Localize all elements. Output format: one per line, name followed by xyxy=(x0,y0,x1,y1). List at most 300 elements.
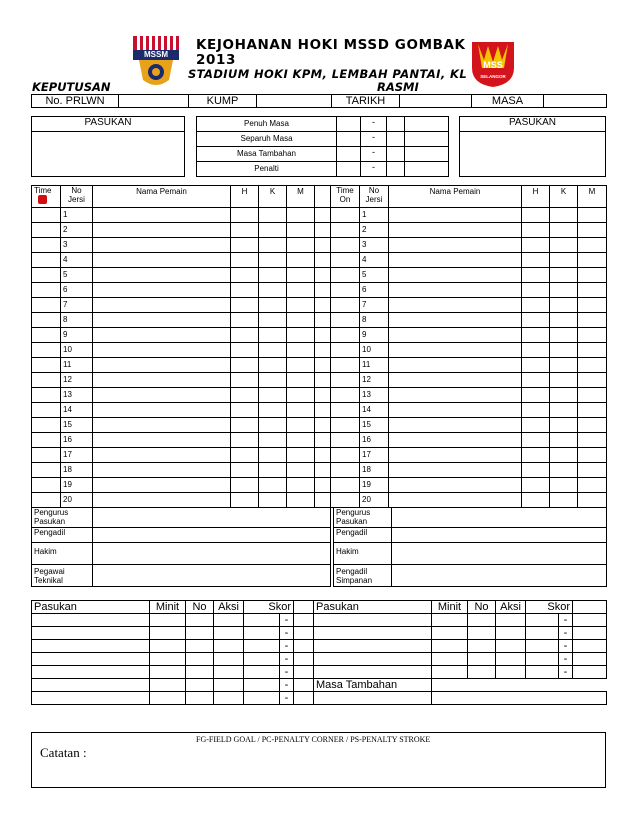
player-time-on-right[interactable] xyxy=(331,433,360,448)
player-time-on-right[interactable] xyxy=(331,478,360,493)
score-right-penalty[interactable] xyxy=(405,162,449,177)
player-name-left[interactable] xyxy=(93,313,231,328)
player-time-on-right[interactable] xyxy=(331,208,360,223)
player-h-right[interactable] xyxy=(522,448,550,463)
player-h-right[interactable] xyxy=(522,268,550,283)
player-time-on-right[interactable] xyxy=(331,373,360,388)
player-name-right[interactable] xyxy=(389,328,522,343)
player-m-left[interactable] xyxy=(287,493,315,508)
player-name-right[interactable] xyxy=(389,433,522,448)
player-m-right[interactable] xyxy=(578,313,607,328)
player-k-right[interactable] xyxy=(550,358,578,373)
player-k-left[interactable] xyxy=(259,343,287,358)
player-name-left[interactable] xyxy=(93,433,231,448)
player-k-left[interactable] xyxy=(259,388,287,403)
player-time-on-right[interactable] xyxy=(331,388,360,403)
player-h-right[interactable] xyxy=(522,328,550,343)
player-h-left[interactable] xyxy=(231,328,259,343)
score-minit-left[interactable] xyxy=(150,627,186,640)
score-pasukan-left[interactable] xyxy=(32,692,150,705)
player-k-right[interactable] xyxy=(550,403,578,418)
player-name-right[interactable] xyxy=(389,388,522,403)
score-left-full[interactable] xyxy=(337,117,361,132)
player-h-right[interactable] xyxy=(522,463,550,478)
score-right-extra[interactable] xyxy=(405,147,449,162)
player-m-right[interactable] xyxy=(578,223,607,238)
player-h-left[interactable] xyxy=(231,478,259,493)
official-right-manager-field[interactable] xyxy=(392,508,607,528)
player-m-right[interactable] xyxy=(578,343,607,358)
player-h-left[interactable] xyxy=(231,208,259,223)
no-prlwn-field[interactable] xyxy=(119,95,189,108)
score-pasukan-right[interactable] xyxy=(314,640,432,653)
score-minit-right[interactable] xyxy=(432,614,468,627)
player-h-right[interactable] xyxy=(522,433,550,448)
player-name-right[interactable] xyxy=(389,283,522,298)
player-name-right[interactable] xyxy=(389,448,522,463)
player-m-left[interactable] xyxy=(287,418,315,433)
player-k-right[interactable] xyxy=(550,463,578,478)
score-skor-left-a[interactable] xyxy=(244,679,280,692)
player-k-right[interactable] xyxy=(550,343,578,358)
score-skor-right-b[interactable] xyxy=(573,653,607,666)
player-k-right[interactable] xyxy=(550,418,578,433)
player-m-right[interactable] xyxy=(578,373,607,388)
score-mid-half[interactable] xyxy=(387,132,405,147)
player-time-left[interactable] xyxy=(32,208,61,223)
player-time-on-right[interactable] xyxy=(331,358,360,373)
player-time-on-right[interactable] xyxy=(331,268,360,283)
player-k-right[interactable] xyxy=(550,283,578,298)
player-h-right[interactable] xyxy=(522,358,550,373)
player-m-left[interactable] xyxy=(287,223,315,238)
score-skor-right-b[interactable] xyxy=(573,640,607,653)
score-skor-right-b[interactable] xyxy=(573,614,607,627)
player-time-left[interactable] xyxy=(32,268,61,283)
player-h-left[interactable] xyxy=(231,268,259,283)
player-m-left[interactable] xyxy=(287,298,315,313)
player-m-right[interactable] xyxy=(578,388,607,403)
player-time-left[interactable] xyxy=(32,448,61,463)
player-time-on-right[interactable] xyxy=(331,328,360,343)
score-aksi-left[interactable] xyxy=(214,679,244,692)
player-m-left[interactable] xyxy=(287,433,315,448)
player-k-left[interactable] xyxy=(259,283,287,298)
player-k-left[interactable] xyxy=(259,478,287,493)
score-pasukan-right[interactable] xyxy=(314,666,432,679)
score-left-half[interactable] xyxy=(337,132,361,147)
player-time-on-right[interactable] xyxy=(331,493,360,508)
player-k-left[interactable] xyxy=(259,298,287,313)
player-h-left[interactable] xyxy=(231,433,259,448)
player-name-left[interactable] xyxy=(93,373,231,388)
player-m-left[interactable] xyxy=(287,313,315,328)
player-h-right[interactable] xyxy=(522,238,550,253)
player-m-right[interactable] xyxy=(578,418,607,433)
player-h-left[interactable] xyxy=(231,373,259,388)
score-pasukan-left[interactable] xyxy=(32,653,150,666)
player-m-left[interactable] xyxy=(287,448,315,463)
score-skor-left-a[interactable] xyxy=(244,640,280,653)
score-skor-left-b[interactable] xyxy=(294,614,314,627)
score-right-half[interactable] xyxy=(405,132,449,147)
player-k-left[interactable] xyxy=(259,373,287,388)
player-m-right[interactable] xyxy=(578,478,607,493)
player-m-left[interactable] xyxy=(287,283,315,298)
player-k-left[interactable] xyxy=(259,418,287,433)
score-minit-left[interactable] xyxy=(150,679,186,692)
player-k-right[interactable] xyxy=(550,313,578,328)
player-m-right[interactable] xyxy=(578,358,607,373)
official-left-judge-field[interactable] xyxy=(93,543,331,565)
score-aksi-left[interactable] xyxy=(214,627,244,640)
player-time-left[interactable] xyxy=(32,313,61,328)
player-time-on-right[interactable] xyxy=(331,313,360,328)
player-time-left[interactable] xyxy=(32,343,61,358)
score-skor-right-a[interactable] xyxy=(526,640,559,653)
player-k-left[interactable] xyxy=(259,493,287,508)
player-m-right[interactable] xyxy=(578,208,607,223)
player-m-left[interactable] xyxy=(287,343,315,358)
player-name-left[interactable] xyxy=(93,388,231,403)
score-minit-right[interactable] xyxy=(432,640,468,653)
player-m-left[interactable] xyxy=(287,373,315,388)
score-no-left[interactable] xyxy=(186,692,214,705)
official-left-manager-field[interactable] xyxy=(93,508,331,528)
player-time-on-right[interactable] xyxy=(331,463,360,478)
player-m-left[interactable] xyxy=(287,208,315,223)
player-h-left[interactable] xyxy=(231,493,259,508)
score-aksi-right[interactable] xyxy=(496,666,526,679)
score-mid-penalty[interactable] xyxy=(387,162,405,177)
score-no-right[interactable] xyxy=(468,666,496,679)
player-m-right[interactable] xyxy=(578,493,607,508)
player-m-right[interactable] xyxy=(578,253,607,268)
player-h-right[interactable] xyxy=(522,373,550,388)
player-name-left[interactable] xyxy=(93,343,231,358)
player-name-right[interactable] xyxy=(389,253,522,268)
score-pasukan-left[interactable] xyxy=(32,679,150,692)
official-right-reserve-field[interactable] xyxy=(392,565,607,587)
player-k-left[interactable] xyxy=(259,208,287,223)
player-name-right[interactable] xyxy=(389,343,522,358)
player-m-right[interactable] xyxy=(578,403,607,418)
player-time-left[interactable] xyxy=(32,463,61,478)
player-name-right[interactable] xyxy=(389,223,522,238)
player-time-on-right[interactable] xyxy=(331,418,360,433)
player-h-left[interactable] xyxy=(231,448,259,463)
score-pasukan-right[interactable] xyxy=(314,627,432,640)
player-m-right[interactable] xyxy=(578,268,607,283)
player-h-right[interactable] xyxy=(522,493,550,508)
player-h-left[interactable] xyxy=(231,253,259,268)
player-m-right[interactable] xyxy=(578,298,607,313)
score-skor-right-b[interactable] xyxy=(573,666,607,679)
player-m-right[interactable] xyxy=(578,463,607,478)
score-no-right[interactable] xyxy=(468,627,496,640)
player-name-right[interactable] xyxy=(389,373,522,388)
score-skor-left-a[interactable] xyxy=(244,666,280,679)
score-aksi-left[interactable] xyxy=(214,653,244,666)
player-name-left[interactable] xyxy=(93,268,231,283)
player-time-on-right[interactable] xyxy=(331,223,360,238)
player-h-right[interactable] xyxy=(522,223,550,238)
player-k-right[interactable] xyxy=(550,433,578,448)
player-k-left[interactable] xyxy=(259,268,287,283)
player-name-right[interactable] xyxy=(389,493,522,508)
score-no-right[interactable] xyxy=(468,640,496,653)
player-m-left[interactable] xyxy=(287,268,315,283)
score-pasukan-left[interactable] xyxy=(32,627,150,640)
player-m-right[interactable] xyxy=(578,238,607,253)
player-time-left[interactable] xyxy=(32,283,61,298)
score-aksi-right[interactable] xyxy=(496,640,526,653)
player-m-left[interactable] xyxy=(287,238,315,253)
score-skor-right-b[interactable] xyxy=(573,627,607,640)
score-minit-left[interactable] xyxy=(150,614,186,627)
player-time-left[interactable] xyxy=(32,253,61,268)
score-minit-right[interactable] xyxy=(432,666,468,679)
score-right-full[interactable] xyxy=(405,117,449,132)
player-time-left[interactable] xyxy=(32,388,61,403)
player-h-right[interactable] xyxy=(522,253,550,268)
score-pasukan-right[interactable] xyxy=(314,614,432,627)
player-name-left[interactable] xyxy=(93,403,231,418)
player-name-left[interactable] xyxy=(93,298,231,313)
score-aksi-right[interactable] xyxy=(496,614,526,627)
player-name-left[interactable] xyxy=(93,418,231,433)
player-name-right[interactable] xyxy=(389,358,522,373)
score-minit-right[interactable] xyxy=(432,627,468,640)
player-k-right[interactable] xyxy=(550,238,578,253)
official-right-judge-field[interactable] xyxy=(392,543,607,565)
player-m-left[interactable] xyxy=(287,478,315,493)
player-k-left[interactable] xyxy=(259,448,287,463)
notes-box[interactable] xyxy=(31,732,606,788)
player-k-right[interactable] xyxy=(550,448,578,463)
player-h-left[interactable] xyxy=(231,238,259,253)
player-time-on-right[interactable] xyxy=(331,343,360,358)
player-k-left[interactable] xyxy=(259,433,287,448)
player-k-left[interactable] xyxy=(259,238,287,253)
player-name-left[interactable] xyxy=(93,478,231,493)
score-no-right[interactable] xyxy=(468,653,496,666)
player-h-left[interactable] xyxy=(231,343,259,358)
player-name-left[interactable] xyxy=(93,463,231,478)
score-pasukan-left[interactable] xyxy=(32,666,150,679)
player-name-left[interactable] xyxy=(93,358,231,373)
player-time-left[interactable] xyxy=(32,238,61,253)
player-m-left[interactable] xyxy=(287,328,315,343)
player-m-left[interactable] xyxy=(287,463,315,478)
player-time-on-right[interactable] xyxy=(331,403,360,418)
player-time-left[interactable] xyxy=(32,418,61,433)
player-h-right[interactable] xyxy=(522,208,550,223)
player-time-left[interactable] xyxy=(32,403,61,418)
score-minit-left[interactable] xyxy=(150,666,186,679)
player-name-right[interactable] xyxy=(389,238,522,253)
score-mid-full[interactable] xyxy=(387,117,405,132)
player-h-right[interactable] xyxy=(522,403,550,418)
player-name-left[interactable] xyxy=(93,223,231,238)
player-h-left[interactable] xyxy=(231,223,259,238)
player-h-left[interactable] xyxy=(231,418,259,433)
score-no-left[interactable] xyxy=(186,653,214,666)
player-h-left[interactable] xyxy=(231,463,259,478)
player-time-left[interactable] xyxy=(32,433,61,448)
player-h-left[interactable] xyxy=(231,283,259,298)
player-h-left[interactable] xyxy=(231,298,259,313)
player-k-right[interactable] xyxy=(550,478,578,493)
player-name-right[interactable] xyxy=(389,298,522,313)
player-name-right[interactable] xyxy=(389,403,522,418)
player-name-left[interactable] xyxy=(93,448,231,463)
score-pasukan-left[interactable] xyxy=(32,640,150,653)
score-skor-left-a[interactable] xyxy=(244,627,280,640)
score-minit-left[interactable] xyxy=(150,692,186,705)
score-skor-left-b[interactable] xyxy=(294,640,314,653)
score-skor-left-a[interactable] xyxy=(244,692,280,705)
score-aksi-left[interactable] xyxy=(214,614,244,627)
player-time-left[interactable] xyxy=(32,328,61,343)
masa-field[interactable] xyxy=(544,95,607,108)
player-h-right[interactable] xyxy=(522,418,550,433)
score-no-left[interactable] xyxy=(186,679,214,692)
player-time-left[interactable] xyxy=(32,223,61,238)
player-time-left[interactable] xyxy=(32,298,61,313)
score-skor-left-b[interactable] xyxy=(294,627,314,640)
player-h-right[interactable] xyxy=(522,313,550,328)
player-k-left[interactable] xyxy=(259,358,287,373)
player-time-on-right[interactable] xyxy=(331,253,360,268)
player-k-right[interactable] xyxy=(550,328,578,343)
player-time-on-right[interactable] xyxy=(331,283,360,298)
kump-field[interactable] xyxy=(257,95,332,108)
score-skor-left-b[interactable] xyxy=(294,666,314,679)
player-h-right[interactable] xyxy=(522,343,550,358)
player-h-left[interactable] xyxy=(231,403,259,418)
score-left-extra[interactable] xyxy=(337,147,361,162)
player-k-left[interactable] xyxy=(259,223,287,238)
score-skor-right-a[interactable] xyxy=(526,653,559,666)
score-minit-left[interactable] xyxy=(150,653,186,666)
player-h-right[interactable] xyxy=(522,388,550,403)
player-m-right[interactable] xyxy=(578,328,607,343)
player-m-right[interactable] xyxy=(578,448,607,463)
score-minit-right[interactable] xyxy=(432,653,468,666)
official-right-referee-field[interactable] xyxy=(392,528,607,543)
player-name-left[interactable] xyxy=(93,328,231,343)
score-skor-right-a[interactable] xyxy=(526,614,559,627)
player-k-left[interactable] xyxy=(259,328,287,343)
player-name-right[interactable] xyxy=(389,268,522,283)
official-left-referee-field[interactable] xyxy=(93,528,331,543)
score-aksi-left[interactable] xyxy=(214,640,244,653)
player-m-left[interactable] xyxy=(287,388,315,403)
player-k-left[interactable] xyxy=(259,403,287,418)
player-k-left[interactable] xyxy=(259,463,287,478)
player-h-left[interactable] xyxy=(231,388,259,403)
score-skor-left-b[interactable] xyxy=(294,653,314,666)
player-time-left[interactable] xyxy=(32,358,61,373)
score-no-right[interactable] xyxy=(468,614,496,627)
player-name-left[interactable] xyxy=(93,208,231,223)
score-mid-extra[interactable] xyxy=(387,147,405,162)
player-name-left[interactable] xyxy=(93,493,231,508)
score-skor-left-b[interactable] xyxy=(294,692,314,705)
score-left-penalty[interactable] xyxy=(337,162,361,177)
score-pasukan-right[interactable] xyxy=(314,653,432,666)
player-m-left[interactable] xyxy=(287,403,315,418)
player-name-right[interactable] xyxy=(389,418,522,433)
player-time-on-right[interactable] xyxy=(331,238,360,253)
player-name-left[interactable] xyxy=(93,253,231,268)
player-name-right[interactable] xyxy=(389,313,522,328)
player-name-right[interactable] xyxy=(389,478,522,493)
score-no-left[interactable] xyxy=(186,614,214,627)
player-k-left[interactable] xyxy=(259,253,287,268)
player-m-left[interactable] xyxy=(287,358,315,373)
team-left-field[interactable] xyxy=(32,132,185,177)
player-k-right[interactable] xyxy=(550,208,578,223)
player-time-left[interactable] xyxy=(32,478,61,493)
player-name-right[interactable] xyxy=(389,208,522,223)
player-m-right[interactable] xyxy=(578,433,607,448)
score-skor-left-a[interactable] xyxy=(244,653,280,666)
player-k-left[interactable] xyxy=(259,313,287,328)
player-h-right[interactable] xyxy=(522,283,550,298)
score-aksi-right[interactable] xyxy=(496,627,526,640)
team-right-field[interactable] xyxy=(460,132,606,177)
player-k-right[interactable] xyxy=(550,493,578,508)
player-h-right[interactable] xyxy=(522,298,550,313)
score-skor-left-a[interactable] xyxy=(244,614,280,627)
score-skor-right-a[interactable] xyxy=(526,627,559,640)
player-time-on-right[interactable] xyxy=(331,448,360,463)
score-skor-left-b[interactable] xyxy=(294,679,314,692)
score-aksi-left[interactable] xyxy=(214,692,244,705)
player-k-right[interactable] xyxy=(550,268,578,283)
player-name-left[interactable] xyxy=(93,283,231,298)
official-left-technical-field[interactable] xyxy=(93,565,331,587)
score-pasukan-left[interactable] xyxy=(32,614,150,627)
player-k-right[interactable] xyxy=(550,253,578,268)
score-minit-left[interactable] xyxy=(150,640,186,653)
player-k-right[interactable] xyxy=(550,388,578,403)
score-aksi-right[interactable] xyxy=(496,653,526,666)
tarikh-field[interactable] xyxy=(400,95,472,108)
player-name-right[interactable] xyxy=(389,463,522,478)
player-h-left[interactable] xyxy=(231,313,259,328)
player-h-left[interactable] xyxy=(231,358,259,373)
score-no-left[interactable] xyxy=(186,627,214,640)
player-m-right[interactable] xyxy=(578,283,607,298)
player-k-right[interactable] xyxy=(550,223,578,238)
player-m-left[interactable] xyxy=(287,253,315,268)
player-k-right[interactable] xyxy=(550,373,578,388)
player-name-left[interactable] xyxy=(93,238,231,253)
score-aksi-left[interactable] xyxy=(214,666,244,679)
player-time-left[interactable] xyxy=(32,493,61,508)
player-time-left[interactable] xyxy=(32,373,61,388)
score-skor-right-a[interactable] xyxy=(526,666,559,679)
player-k-right[interactable] xyxy=(550,298,578,313)
player-time-on-right[interactable] xyxy=(331,298,360,313)
score-no-left[interactable] xyxy=(186,666,214,679)
score-no-left[interactable] xyxy=(186,640,214,653)
score-pasukan-right[interactable] xyxy=(314,692,432,705)
player-h-right[interactable] xyxy=(522,478,550,493)
